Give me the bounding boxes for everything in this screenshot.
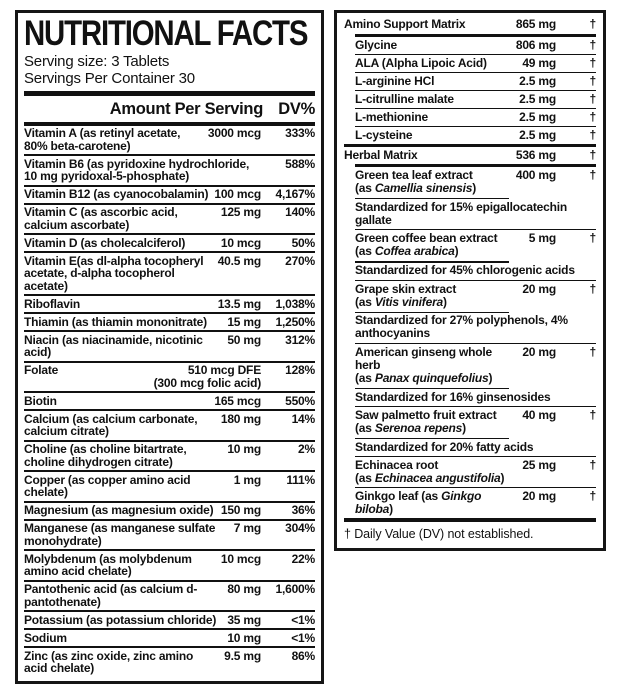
nutrient-cell	[24, 395, 261, 408]
ingredient-name-block	[355, 232, 523, 258]
ingredient-cell	[355, 232, 568, 258]
ingredient-name: Ginkgo leaf (as Ginkgo biloba)	[355, 489, 482, 517]
nutrient-cell	[24, 443, 261, 468]
ingredient-amount: 5 mg	[528, 231, 556, 246]
ingredient-row	[355, 230, 596, 260]
dv-footnote: † Daily Value (DV) not established.	[344, 527, 534, 542]
nutrient-amount	[234, 474, 261, 487]
nutrient-dv: 270%	[285, 253, 315, 268]
nutrient-name: Vitamin E(as dl-alpha tocopheryl acetate, d-alpha tocopherol acetate)	[24, 253, 204, 293]
nutrient-row	[24, 203, 315, 234]
nutrient-dv: 333%	[285, 126, 315, 141]
ingredient-amount: 2.5 mg	[519, 127, 556, 142]
ingredient-cell	[355, 57, 568, 70]
nutrient-row	[24, 251, 315, 294]
nutrient-name: Molybdenum (as molybdenum amino acid chelate)	[24, 551, 192, 579]
nutrient-name: Pantothenic acid (as calcium d-pantothenate)	[24, 582, 198, 609]
nutrient-dv: 304%	[285, 521, 315, 536]
nutrient-amount	[208, 127, 261, 140]
standardization-note: Standardized for 20% fatty acids	[355, 439, 534, 454]
ingredient-row	[355, 167, 596, 197]
nutrient-amount	[227, 614, 261, 627]
column-header-row	[24, 96, 315, 122]
ingredient-name: L-methionine	[355, 109, 428, 124]
nutrient-cell	[24, 158, 261, 183]
nutrient-row	[24, 294, 315, 312]
ingredient-amount: 20 mg	[522, 281, 556, 296]
dagger-symbol: †	[589, 147, 596, 162]
nutrient-dv: 36%	[291, 503, 315, 518]
nutrient-dv: 86%	[291, 648, 315, 663]
matrix-item	[355, 280, 596, 343]
nutrient-cell	[24, 504, 261, 517]
nutrient-name: Folate	[24, 363, 59, 378]
nutrient-dv: 4,167%	[275, 187, 315, 202]
nutrient-row	[24, 391, 315, 409]
ingredient-name-block	[355, 459, 516, 485]
dagger-symbol: †	[589, 127, 596, 142]
ingredient-name: Echinacea root	[355, 458, 439, 473]
nutrient-amount	[227, 583, 261, 596]
ingredient-name-block	[355, 57, 516, 70]
ingredient-amount: 806 mg	[515, 37, 556, 52]
ingredient-name: Amino Support Matrix	[344, 17, 466, 31]
nutrient-cell	[24, 522, 261, 547]
nutrient-row	[24, 501, 315, 519]
ingredient-row	[355, 407, 596, 437]
dagger-symbol: †	[589, 55, 596, 70]
nutrient-amount	[218, 298, 261, 311]
nutrient-row	[24, 580, 315, 611]
botanical-name: Serenoa repens	[374, 421, 463, 436]
nutrient-row	[24, 628, 315, 646]
botanical-line: (as Camellia sinensis)	[355, 181, 477, 195]
nutrient-name: Vitamin B12 (as cyanocobalamin)	[24, 187, 209, 202]
nutrient-cell	[24, 316, 261, 329]
ingredient-amount: 20 mg	[522, 344, 556, 359]
nutrient-row	[24, 233, 315, 251]
ingredient-name-block	[355, 409, 516, 435]
ingredient-amount: 2.5 mg	[519, 91, 556, 106]
ingredient-cell	[355, 283, 568, 309]
nutrient-cell	[24, 237, 261, 250]
nutrient-table	[24, 126, 315, 677]
ingredient-name-block	[355, 93, 513, 106]
ingredient-amount: 25 mg	[522, 458, 556, 473]
nutrient-cell	[24, 188, 261, 201]
ingredient-name-block	[355, 283, 516, 309]
nutrient-cell	[24, 206, 261, 231]
ingredient-amount: 865 mg	[515, 17, 556, 31]
nutrient-name: Copper (as copper amino acid chelate)	[24, 472, 191, 500]
nutrient-amount	[227, 443, 261, 456]
ingredient-row	[355, 127, 596, 144]
nutrient-amount	[227, 632, 261, 645]
dagger-symbol: †	[589, 168, 596, 182]
ingredient-cell	[344, 18, 568, 31]
ingredient-amount: 20 mg	[522, 489, 556, 504]
nutrient-amount	[154, 364, 261, 389]
ingredient-name: Green coffee bean extract	[355, 231, 498, 246]
ingredient-amount: 400 mg	[515, 168, 556, 182]
ingredient-cell	[355, 409, 568, 435]
ingredient-row	[355, 91, 596, 108]
dagger-symbol: †	[589, 109, 596, 124]
ingredient-amount: 40 mg	[522, 408, 556, 423]
nutrient-amount	[224, 650, 261, 663]
amount-line-2: (300 mcg folic acid)	[153, 375, 261, 390]
matrix-header-row	[344, 16, 596, 34]
botanical-name: Echinacea angustifolia	[374, 471, 501, 486]
ingredient-cell	[355, 346, 568, 385]
ingredient-cell	[355, 459, 568, 485]
ingredient-name-block	[355, 169, 510, 195]
nutrient-amount	[218, 255, 261, 268]
amount-line: 10 mg	[227, 630, 261, 645]
dagger-symbol: †	[589, 73, 596, 88]
nutrient-name: Potassium (as potassium chloride)	[24, 612, 217, 627]
matrix-header-row	[344, 147, 596, 165]
matrix-item	[355, 343, 596, 406]
ingredient-name: Green tea leaf extract	[355, 168, 473, 182]
nutrient-row	[24, 126, 315, 155]
nutrient-amount	[214, 188, 261, 201]
ingredient-amount: 536 mg	[515, 147, 556, 162]
amount-line: 40.5 mg	[217, 253, 261, 268]
ingredient-row	[355, 281, 596, 311]
nutrient-row	[24, 154, 315, 185]
amount-line: 3000 mcg	[207, 126, 261, 141]
nutrient-amount	[214, 395, 261, 408]
nutrient-row	[24, 409, 315, 440]
ingredient-row	[355, 488, 596, 518]
nutrient-name: Sodium	[24, 630, 67, 645]
ingredient-name-block	[344, 18, 510, 31]
amount-line: 10 mg	[227, 442, 261, 457]
botanical-name: Panax quinquefolius	[374, 370, 489, 385]
nutrient-dv: 22%	[291, 551, 315, 566]
nutrient-dv: 1,600%	[275, 582, 315, 597]
matrix-item	[355, 406, 596, 456]
nutrient-cell	[24, 127, 261, 152]
nutrient-dv: 550%	[285, 393, 315, 408]
matrix-item	[355, 456, 596, 487]
ingredient-name-block	[355, 75, 513, 88]
matrix-panel	[334, 10, 606, 551]
amount-line: 50 mg	[227, 332, 261, 347]
matrix-sections	[344, 16, 596, 518]
nutrient-dv: 2%	[298, 442, 315, 457]
ingredient-cell	[355, 75, 568, 88]
nutrient-dv: 128%	[285, 363, 315, 378]
matrix-item	[355, 108, 596, 126]
nutrient-name: Vitamin A (as retinyl acetate, 80% beta-carotene)	[24, 126, 181, 153]
ingredient-amount: 49 mg	[522, 55, 556, 70]
nutrient-cell	[24, 298, 261, 311]
nutrient-row	[24, 549, 315, 580]
ingredient-name: L-citrulline malate	[355, 91, 454, 106]
nutrient-dv: 111%	[286, 472, 315, 487]
amount-line: 7 mg	[233, 521, 261, 536]
ingredient-cell	[355, 93, 568, 106]
nutrient-name: Vitamin D (as cholecalciferol)	[24, 235, 186, 250]
matrix-item	[355, 72, 596, 90]
amount-line: 80 mg	[227, 582, 261, 597]
nutrient-dv: 140%	[285, 205, 315, 220]
nutrient-amount	[234, 522, 261, 535]
nutrient-dv: <1%	[291, 630, 315, 645]
botanical-name: Vitis vinifera	[374, 294, 444, 309]
nutrient-dv: 14%	[291, 411, 315, 426]
amount-line: 180 mg	[220, 411, 261, 426]
dagger-symbol: †	[589, 489, 596, 504]
ingredient-amount: 2.5 mg	[519, 73, 556, 88]
standardization-note: Standardized for 15% epigallocatechin gallate	[355, 199, 567, 227]
ingredient-name: L-arginine HCl	[355, 73, 435, 88]
ingredient-amount: 2.5 mg	[519, 109, 556, 124]
nutrient-row	[24, 470, 315, 501]
nutrient-cell	[24, 614, 261, 627]
nutrient-cell	[24, 334, 261, 359]
nutrient-amount	[227, 334, 261, 347]
ingredient-row	[355, 37, 596, 54]
nutrient-cell	[24, 553, 261, 578]
standardization-note: Standardized for 27% polyphenols, 4% anthocyanins	[355, 313, 568, 341]
nutrient-amount	[221, 413, 261, 426]
nutrient-row	[24, 330, 315, 361]
ingredient-name: Saw palmetto fruit extract	[355, 408, 497, 423]
amount-line: 165 mcg	[214, 393, 261, 408]
botanical-line: (as Coffea arabica)	[355, 244, 459, 259]
dagger-symbol: †	[589, 231, 596, 246]
nutrient-row	[24, 440, 315, 471]
ingredient-name: Grape skin extract	[355, 281, 457, 296]
nutrient-cell	[24, 255, 261, 293]
matrix-item	[355, 126, 596, 144]
amount-line: 10 mcg	[220, 551, 261, 566]
ingredient-name-block	[355, 490, 516, 516]
nutrient-amount	[221, 206, 261, 219]
ingredient-name-block	[355, 111, 513, 124]
nutrient-row	[24, 519, 315, 550]
ingredient-cell	[355, 111, 568, 124]
dagger-symbol: †	[589, 37, 596, 52]
ingredient-name: L-cysteine	[355, 127, 413, 142]
nutrient-name: Niacin (as niacinamide, nicotinic acid)	[24, 332, 203, 360]
dv-percent-header: DV%	[278, 99, 315, 118]
ingredient-row	[355, 344, 596, 387]
botanical-name: Camellia sinensis	[374, 181, 473, 195]
botanical-line: (as Echinacea angustifolia)	[355, 471, 505, 486]
main-facts-panel	[15, 10, 324, 684]
nutrient-dv: 588%	[285, 156, 315, 171]
nutrient-amount	[221, 504, 261, 517]
botanical-line: (as Vitis vinifera)	[355, 294, 447, 309]
standardization-note: Standardized for 45% chlorogenic acids	[355, 263, 575, 278]
amount-line: 35 mg	[227, 612, 261, 627]
ingredient-cell	[355, 129, 568, 142]
nutrient-name: Biotin	[24, 393, 57, 408]
ingredient-cell	[355, 169, 568, 195]
ingredient-name-block	[355, 346, 516, 385]
ingredient-name: Herbal Matrix	[344, 147, 418, 162]
amount-line: 150 mg	[220, 503, 261, 518]
amount-line: 9.5 mg	[224, 648, 261, 663]
nutrient-name: Riboflavin	[24, 296, 81, 311]
nutrient-name: Manganese (as manganese sulfate monohydrate)	[24, 521, 216, 548]
nutrient-amount	[221, 237, 261, 250]
dagger-symbol: †	[589, 408, 596, 423]
nutrient-dv: 50%	[291, 235, 315, 250]
nutrient-name: Vitamin B6 (as pyridoxine hydrochloride, 10 mg pyridoxal-5-phosphate)	[24, 156, 250, 184]
nutrient-row	[24, 312, 315, 330]
nutrient-dv: 1,038%	[275, 296, 315, 311]
ingredient-row	[355, 73, 596, 90]
nutrient-name: Zinc (as zinc oxide, zinc amino acid chelate)	[24, 648, 194, 676]
matrix-items	[355, 37, 596, 144]
servings-per-container-text: Servings Per Container 30	[24, 69, 195, 87]
nutrient-cell	[24, 583, 261, 608]
ingredient-row	[355, 55, 596, 72]
amount-line: 15 mg	[227, 314, 261, 329]
ingredient-name-block	[344, 149, 510, 162]
nutrient-row	[24, 361, 315, 392]
ingredient-name-block	[355, 39, 510, 52]
nutrient-cell	[24, 413, 261, 438]
dagger-symbol: †	[589, 17, 596, 31]
amount-line: 100 mcg	[214, 187, 261, 202]
nutrient-name: Magnesium (as magnesium oxide)	[24, 503, 214, 518]
ingredient-name: Glycine	[355, 37, 397, 52]
amount-line: 125 mg	[220, 205, 261, 220]
botanical-line: (as Serenoa repens)	[355, 421, 466, 436]
panel-title: NUTRITIONAL FACTS	[24, 14, 308, 53]
dagger-symbol: †	[589, 458, 596, 473]
nutrient-amount	[221, 553, 261, 566]
dagger-symbol: †	[589, 281, 596, 296]
botanical-name: Ginkgo biloba	[355, 489, 482, 517]
nutrient-cell	[24, 364, 261, 389]
nutrient-amount	[227, 316, 261, 329]
amount-line: 13.5 mg	[217, 296, 261, 311]
nutrient-cell	[24, 632, 261, 645]
ingredient-cell	[344, 149, 568, 162]
matrix-item	[355, 167, 596, 229]
amount-line: 10 mcg	[220, 235, 261, 250]
nutrient-row	[24, 610, 315, 628]
matrix-item	[355, 487, 596, 518]
standardization-note: Standardized for 16% ginsenosides	[355, 389, 551, 404]
matrix-item	[355, 90, 596, 108]
ingredient-name: American ginseng whole herb	[355, 344, 492, 372]
ingredient-cell	[355, 490, 568, 516]
serving-size-text: Serving size: 3 Tablets	[24, 52, 170, 70]
note-divider	[355, 388, 509, 389]
nutrient-dv: 312%	[285, 332, 315, 347]
botanical-line: (as Panax quinquefolius)	[355, 370, 493, 385]
amount-per-serving-header: Amount Per Serving	[109, 99, 263, 118]
matrix-section	[344, 144, 596, 519]
botanical-name: Coffea arabica	[374, 244, 455, 259]
ingredient-name-block	[355, 129, 513, 142]
ingredient-row	[355, 457, 596, 487]
nutrient-row	[24, 185, 315, 203]
nutrient-cell	[24, 474, 261, 499]
nutrient-name: Vitamin C (as ascorbic acid, calcium ascorbate)	[24, 205, 178, 232]
nutrient-cell	[24, 650, 261, 675]
ingredient-row	[355, 109, 596, 126]
matrix-items	[355, 167, 596, 518]
amount-line: 510 mcg DFE	[187, 363, 261, 378]
nutrient-dv: <1%	[291, 612, 315, 627]
matrix-section	[344, 16, 596, 144]
dagger-symbol: †	[589, 91, 596, 106]
dagger-symbol: †	[589, 344, 596, 359]
nutrient-dv: 1,250%	[275, 314, 315, 329]
amount-line: 1 mg	[233, 472, 261, 487]
nutrient-name: Calcium (as calcium carbonate, calcium citrate)	[24, 411, 198, 439]
ingredient-cell	[355, 39, 568, 52]
nutrient-name: Thiamin (as thiamin mononitrate)	[24, 314, 207, 329]
matrix-item	[355, 54, 596, 72]
nutrient-name: Choline (as choline bitartrate, choline dihydrogen citrate)	[24, 442, 187, 469]
matrix-item	[355, 37, 596, 54]
ingredient-name: ALA (Alpha Lipoic Acid)	[355, 55, 487, 70]
matrix-item	[355, 229, 596, 279]
